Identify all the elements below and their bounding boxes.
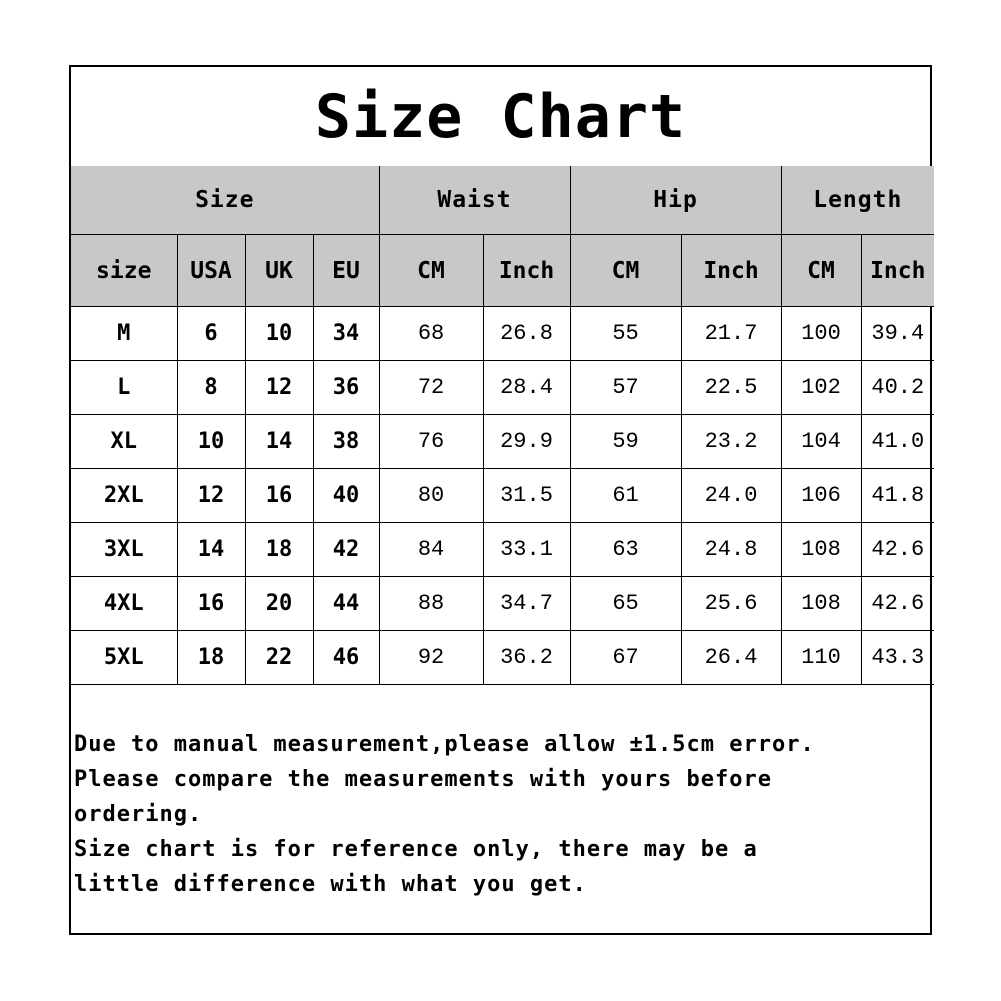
sub-header-uk: UK <box>245 235 313 307</box>
sub-header-row <box>71 235 934 307</box>
cell-uk: 18 <box>245 523 313 577</box>
note-line: Due to manual measurement,please allow ±1.5cm error. <box>74 732 815 757</box>
cell-hip-cm: 55 <box>570 307 681 361</box>
cell-hip-cm: 61 <box>570 469 681 523</box>
cell-uk: 16 <box>245 469 313 523</box>
cell-length-inch: 40.2 <box>861 361 934 415</box>
sub-header-length-inch: Inch <box>861 235 934 307</box>
cell-usa: 12 <box>177 469 245 523</box>
group-header-waist: Waist <box>379 166 570 235</box>
cell-length-cm: 106 <box>781 469 861 523</box>
cell-hip-inch: 24.0 <box>681 469 781 523</box>
table-row <box>71 361 934 415</box>
cell-waist-inch: 36.2 <box>483 631 570 685</box>
cell-waist-inch: 26.8 <box>483 307 570 361</box>
sub-header-eu: EU <box>313 235 379 307</box>
cell-size: M <box>71 307 177 361</box>
note-line: little difference with what you get. <box>74 872 587 897</box>
cell-length-cm: 102 <box>781 361 861 415</box>
group-header-row <box>71 166 934 235</box>
sub-header-hip-cm: CM <box>570 235 681 307</box>
cell-uk: 10 <box>245 307 313 361</box>
note-line: Size chart is for reference only, there may be a <box>74 837 758 862</box>
cell-length-inch: 41.8 <box>861 469 934 523</box>
cell-waist-inch: 28.4 <box>483 361 570 415</box>
cell-hip-inch: 23.2 <box>681 415 781 469</box>
cell-length-inch: 41.0 <box>861 415 934 469</box>
table-row <box>71 577 934 631</box>
table-body <box>71 307 934 685</box>
sub-header-length-cm: CM <box>781 235 861 307</box>
cell-hip-cm: 65 <box>570 577 681 631</box>
cell-hip-inch: 21.7 <box>681 307 781 361</box>
cell-waist-cm: 68 <box>379 307 483 361</box>
cell-size: 3XL <box>71 523 177 577</box>
cell-length-inch: 39.4 <box>861 307 934 361</box>
sub-header-size: size <box>71 235 177 307</box>
table-row <box>71 469 934 523</box>
table-row <box>71 631 934 685</box>
cell-waist-inch: 29.9 <box>483 415 570 469</box>
size-chart-frame <box>69 65 932 935</box>
cell-hip-cm: 59 <box>570 415 681 469</box>
cell-usa: 18 <box>177 631 245 685</box>
cell-waist-inch: 33.1 <box>483 523 570 577</box>
cell-size: 5XL <box>71 631 177 685</box>
cell-uk: 12 <box>245 361 313 415</box>
cell-uk: 14 <box>245 415 313 469</box>
cell-usa: 16 <box>177 577 245 631</box>
cell-hip-inch: 24.8 <box>681 523 781 577</box>
cell-waist-cm: 92 <box>379 631 483 685</box>
cell-hip-cm: 57 <box>570 361 681 415</box>
group-header-length: Length <box>781 166 934 235</box>
cell-size: 2XL <box>71 469 177 523</box>
sub-header-usa: USA <box>177 235 245 307</box>
cell-length-inch: 43.3 <box>861 631 934 685</box>
cell-length-cm: 110 <box>781 631 861 685</box>
cell-length-cm: 108 <box>781 577 861 631</box>
cell-eu: 40 <box>313 469 379 523</box>
cell-hip-inch: 26.4 <box>681 631 781 685</box>
cell-uk: 20 <box>245 577 313 631</box>
cell-eu: 42 <box>313 523 379 577</box>
cell-hip-cm: 67 <box>570 631 681 685</box>
cell-waist-cm: 84 <box>379 523 483 577</box>
cell-size: L <box>71 361 177 415</box>
cell-waist-inch: 34.7 <box>483 577 570 631</box>
cell-size: XL <box>71 415 177 469</box>
sub-header-hip-inch: Inch <box>681 235 781 307</box>
cell-eu: 36 <box>313 361 379 415</box>
cell-length-cm: 108 <box>781 523 861 577</box>
cell-waist-cm: 72 <box>379 361 483 415</box>
cell-eu: 46 <box>313 631 379 685</box>
group-header-hip: Hip <box>570 166 781 235</box>
cell-eu: 38 <box>313 415 379 469</box>
note-line: ordering. <box>74 802 203 827</box>
cell-size: 4XL <box>71 577 177 631</box>
notes-text <box>74 727 924 902</box>
cell-waist-cm: 88 <box>379 577 483 631</box>
chart-title: Size Chart <box>314 81 687 152</box>
cell-usa: 6 <box>177 307 245 361</box>
note-line: Please compare the measurements with yours before <box>74 767 773 792</box>
cell-eu: 34 <box>313 307 379 361</box>
cell-length-inch: 42.6 <box>861 577 934 631</box>
group-header-size: Size <box>71 166 379 235</box>
size-table <box>71 166 934 685</box>
cell-usa: 10 <box>177 415 245 469</box>
sub-header-waist-cm: CM <box>379 235 483 307</box>
cell-length-inch: 42.6 <box>861 523 934 577</box>
table-row <box>71 523 934 577</box>
cell-length-cm: 104 <box>781 415 861 469</box>
cell-hip-inch: 22.5 <box>681 361 781 415</box>
cell-eu: 44 <box>313 577 379 631</box>
cell-waist-cm: 80 <box>379 469 483 523</box>
cell-usa: 14 <box>177 523 245 577</box>
table-row <box>71 307 934 361</box>
cell-waist-cm: 76 <box>379 415 483 469</box>
cell-waist-inch: 31.5 <box>483 469 570 523</box>
table-row <box>71 415 934 469</box>
sub-header-waist-inch: Inch <box>483 235 570 307</box>
cell-length-cm: 100 <box>781 307 861 361</box>
cell-hip-cm: 63 <box>570 523 681 577</box>
cell-hip-inch: 25.6 <box>681 577 781 631</box>
cell-usa: 8 <box>177 361 245 415</box>
cell-uk: 22 <box>245 631 313 685</box>
